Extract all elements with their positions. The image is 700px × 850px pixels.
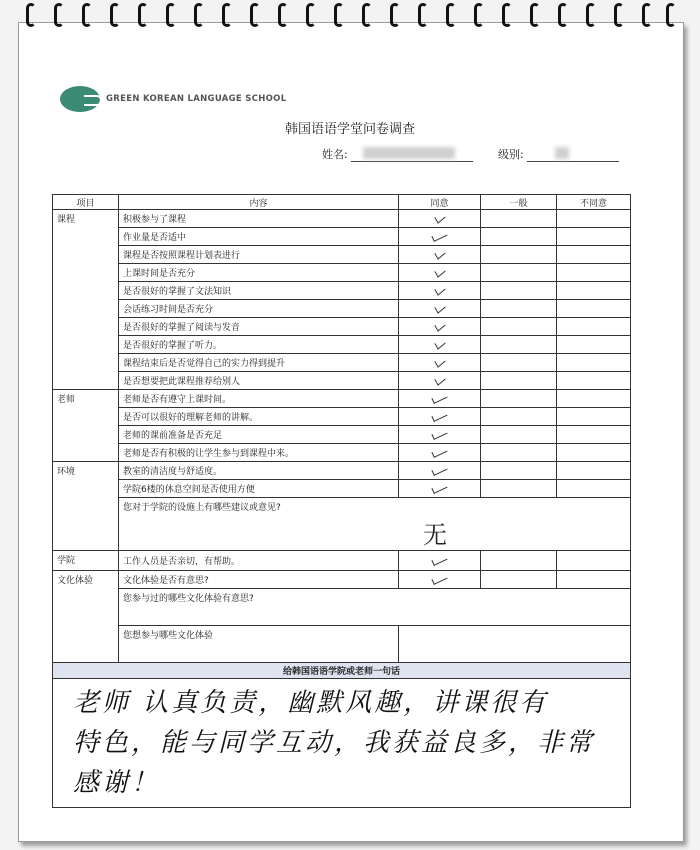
checkmark-icon [431, 482, 447, 494]
question-text: 作业量是否适中 [119, 228, 399, 246]
neutral-cell[interactable] [481, 318, 557, 336]
neutral-cell[interactable] [481, 336, 557, 354]
question-text: 老师是否有遵守上课时间。 [119, 390, 399, 408]
section-label-course: 课程 [53, 210, 119, 390]
question-text: 是否很好的掌握了阅读与发音 [119, 318, 399, 336]
neutral-cell[interactable] [481, 300, 557, 318]
message-header: 给韩国语语学院或老师一句话 [53, 663, 631, 679]
question-text: 是否可以很好的理解老师的讲解。 [119, 408, 399, 426]
agree-cell[interactable] [399, 372, 481, 390]
header-disagree: 不同意 [557, 195, 631, 210]
header-agree: 同意 [399, 195, 481, 210]
agree-cell[interactable] [399, 210, 481, 228]
checkmark-icon [431, 410, 447, 422]
checkmark-icon [434, 265, 445, 278]
question-text: 是否很好的掌握了文法知识 [119, 282, 399, 300]
checkmark-icon [434, 211, 445, 224]
logo-text: GREEN KOREAN LANGUAGE SCHOOL [106, 94, 287, 104]
disagree-cell[interactable] [557, 390, 631, 408]
school-logo [60, 86, 286, 112]
checkmark-icon [431, 428, 447, 440]
question-text: 积极参与了课程 [119, 210, 399, 228]
culture-question-1: 您参与过的哪些文化体验有意思? [123, 594, 254, 604]
level-field [498, 146, 619, 162]
table-row [53, 571, 631, 589]
table-row [53, 228, 631, 246]
agree-cell[interactable] [399, 246, 481, 264]
question-text: 学院6楼的休息空间是否使用方便 [119, 480, 399, 498]
disagree-cell[interactable] [557, 372, 631, 390]
table-row [53, 589, 631, 626]
agree-cell[interactable] [399, 318, 481, 336]
disagree-cell[interactable] [557, 318, 631, 336]
disagree-cell[interactable] [557, 444, 631, 462]
disagree-cell[interactable] [557, 246, 631, 264]
agree-cell[interactable] [399, 390, 481, 408]
neutral-cell[interactable] [481, 571, 557, 589]
agree-cell[interactable] [399, 408, 481, 426]
disagree-cell[interactable] [557, 480, 631, 498]
table-row [53, 390, 631, 408]
name-label: 姓名: [322, 148, 348, 161]
checkmark-icon [431, 230, 447, 242]
neutral-cell[interactable] [481, 264, 557, 282]
table-row [53, 462, 631, 480]
message-field[interactable] [53, 679, 631, 808]
checkmark-icon [431, 464, 447, 476]
table-row [53, 480, 631, 498]
table-row [53, 264, 631, 282]
table-row [53, 354, 631, 372]
question-text: 课程是否按照课程计划表进行 [119, 246, 399, 264]
table-row [53, 282, 631, 300]
question-text: 老师的课前准备是否充足 [119, 426, 399, 444]
question-text: 是否很好的掌握了听力。 [119, 336, 399, 354]
disagree-cell[interactable] [557, 551, 631, 571]
neutral-cell[interactable] [481, 210, 557, 228]
name-value-redacted [351, 149, 473, 162]
table-row [53, 408, 631, 426]
agree-cell[interactable] [399, 426, 481, 444]
facility-question: 您对于学院的设施上有哪些建议或意见? [123, 503, 281, 513]
agree-cell[interactable] [399, 282, 481, 300]
question-text: 老师是否有积极的让学生参与到课程中来。 [119, 444, 399, 462]
question-text: 上课时间是否充分 [119, 264, 399, 282]
checkmark-icon [434, 337, 445, 350]
section-label-academy: 学院 [53, 551, 119, 571]
question-text: 会话练习时间是否充分 [119, 300, 399, 318]
spiral-binding [18, 3, 682, 33]
agree-cell[interactable] [399, 444, 481, 462]
table-row [53, 663, 631, 679]
neutral-cell[interactable] [481, 426, 557, 444]
logo-icon [60, 86, 100, 112]
neutral-cell[interactable] [481, 354, 557, 372]
checkmark-icon [434, 355, 445, 368]
agree-cell[interactable] [399, 336, 481, 354]
culture-answer-2[interactable] [399, 626, 631, 663]
disagree-cell[interactable] [557, 408, 631, 426]
checkmark-icon [431, 554, 447, 566]
table-row [53, 551, 631, 571]
table-row [53, 498, 631, 551]
agree-cell[interactable] [399, 462, 481, 480]
disagree-cell[interactable] [557, 571, 631, 589]
neutral-cell[interactable] [481, 462, 557, 480]
agree-cell[interactable] [399, 228, 481, 246]
agree-cell[interactable] [399, 480, 481, 498]
disagree-cell[interactable] [557, 210, 631, 228]
table-row [53, 318, 631, 336]
agree-cell[interactable] [399, 571, 481, 589]
table-row [53, 210, 631, 228]
checkmark-icon [434, 301, 445, 314]
culture-question-2: 您想参与哪些文化体验 [123, 631, 214, 641]
question-text: 文化体验是否有意思? [119, 571, 399, 589]
disagree-cell[interactable] [557, 300, 631, 318]
table-row [53, 444, 631, 462]
disagree-cell[interactable] [557, 462, 631, 480]
section-label-culture: 文化体验 [53, 571, 119, 663]
neutral-cell[interactable] [481, 444, 557, 462]
agree-cell[interactable] [399, 354, 481, 372]
level-value-redacted [527, 149, 619, 162]
neutral-cell[interactable] [481, 551, 557, 571]
survey-table [52, 194, 631, 808]
checkmark-icon [434, 247, 445, 260]
table-row [53, 626, 631, 663]
table-header-row [53, 195, 631, 210]
question-text: 教室的清洁度与舒适度。 [119, 462, 399, 480]
facility-suggestion-field[interactable] [119, 498, 631, 551]
disagree-cell[interactable] [557, 426, 631, 444]
checkmark-icon [431, 446, 447, 458]
disagree-cell[interactable] [557, 228, 631, 246]
table-row [53, 300, 631, 318]
table-row [53, 336, 631, 354]
table-row [53, 372, 631, 390]
message-line-1: 老师 认真负责，幽默风趣，讲课很有 [73, 688, 549, 718]
checkmark-icon [434, 319, 445, 332]
neutral-cell[interactable] [481, 390, 557, 408]
disagree-cell[interactable] [557, 282, 631, 300]
checkmark-icon [431, 392, 447, 404]
question-text: 工作人员是否亲切，有帮助。 [119, 551, 399, 571]
neutral-cell[interactable] [481, 408, 557, 426]
question-text: 是否想要把此课程推荐给别人 [119, 372, 399, 390]
header-content: 内容 [119, 195, 399, 210]
disagree-cell[interactable] [557, 264, 631, 282]
neutral-cell[interactable] [481, 282, 557, 300]
section-label-teacher: 老师 [53, 390, 119, 462]
checkmark-icon [431, 573, 447, 585]
level-label: 级别: [498, 148, 524, 161]
neutral-cell[interactable] [481, 246, 557, 264]
checkmark-icon [434, 373, 445, 386]
table-row [53, 246, 631, 264]
header-item: 项目 [53, 195, 119, 210]
facility-answer: 无 [423, 521, 447, 549]
table-row [53, 426, 631, 444]
disagree-cell[interactable] [557, 336, 631, 354]
message-line-3: 感谢！ [73, 768, 161, 798]
message-line-2: 特色，能与同学互动，我获益良多，非常 [73, 728, 596, 758]
table-row [53, 679, 631, 808]
page-title: 韩国语语学堂问卷调查 [284, 122, 415, 137]
header-neutral: 一般 [481, 195, 557, 210]
section-label-environment: 环境 [53, 462, 119, 551]
question-text: 课程结束后是否觉得自己的实力得到提升 [119, 354, 399, 372]
neutral-cell[interactable] [481, 372, 557, 390]
culture-question-2-field[interactable] [119, 626, 399, 663]
agree-cell[interactable] [399, 551, 481, 571]
neutral-cell[interactable] [481, 480, 557, 498]
name-field [322, 146, 473, 162]
disagree-cell[interactable] [557, 354, 631, 372]
agree-cell[interactable] [399, 300, 481, 318]
agree-cell[interactable] [399, 264, 481, 282]
culture-question-1-field[interactable] [119, 589, 631, 626]
neutral-cell[interactable] [481, 228, 557, 246]
checkmark-icon [434, 283, 445, 296]
